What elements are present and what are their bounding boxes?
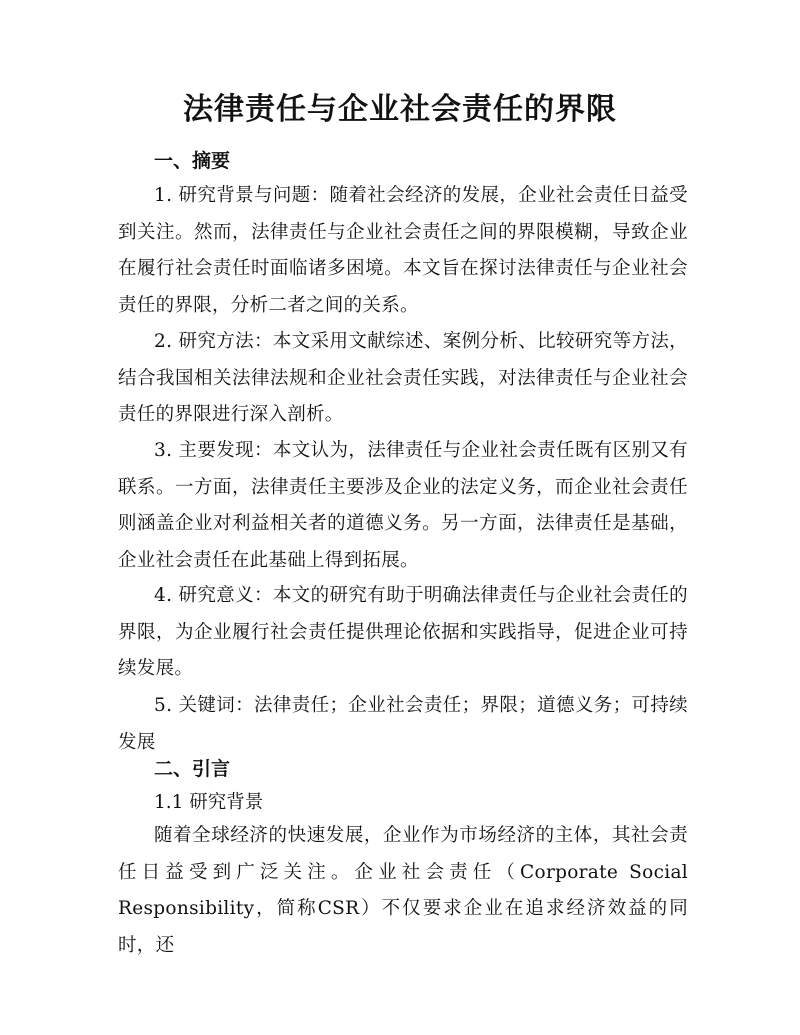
abstract-item-findings: 3. 主要发现：本文认为，法律责任与企业社会责任既有区别又有联系。一方面，法律责任主要涉及企业的法定义务，而企业社会责任则涵盖企业对利益相关者的道德义务。另一方面，法律责任是基础，企业社会责任在此基础上得到拓展。: [118, 440, 688, 571]
section-heading-abstract: 一、摘要: [154, 150, 231, 172]
abstract-item-background: 1. 研究背景与问题：随着社会经济的发展，企业社会责任日益受到关注。然而，法律责任与企业社会责任之间的界限模糊，导致企业在履行社会责任时面临诸多困境。本文旨在探讨法律责任与企业社会责任的界限，分析二者之间的关系。: [118, 185, 688, 316]
section-heading-introduction: 二、引言: [154, 758, 231, 780]
introduction-paragraph: 随着全球经济的快速发展，企业作为市场经济的主体，其社会责任日益受到广泛关注。企业社会责任（Corporate Social Responsibility，简称CSR）不仅要求企业在追求经济效益的同时，还: [118, 825, 688, 956]
abstract-item-keywords: 5. 关键词：法律责任；企业社会责任；界限；道德义务；可持续发展: [118, 695, 688, 753]
abstract-item-method: 2. 研究方法：本文采用文献综述、案例分析、比较研究等方法，结合我国相关法律法规和企业社会责任实践，对法律责任与企业社会责任的界限进行深入剖析。: [118, 331, 688, 425]
document-title: 法律责任与企业社会责任的界限: [183, 92, 617, 127]
subsection-heading-background: 1.1 研究背景: [154, 792, 264, 813]
abstract-item-significance: 4. 研究意义：本文的研究有助于明确法律责任与企业社会责任的界限，为企业履行社会责任提供理论依据和实践指导，促进企业可持续发展。: [118, 585, 688, 679]
